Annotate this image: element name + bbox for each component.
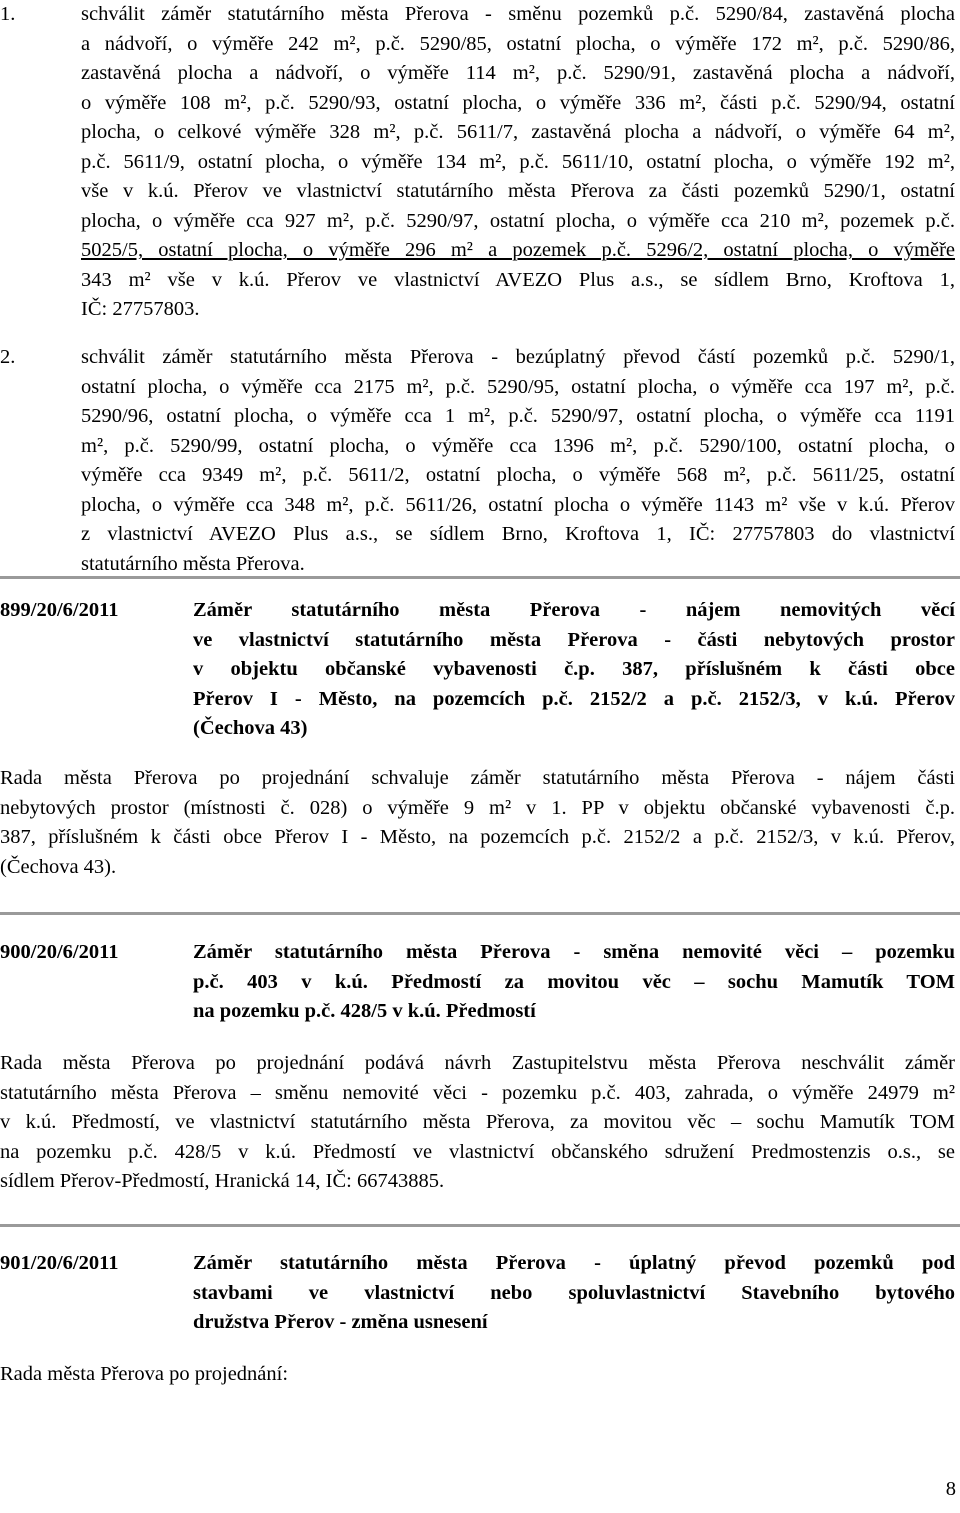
text-line: statutárního města Přerova.	[81, 552, 305, 575]
title-line: (Čechova 43)	[193, 717, 308, 739]
list-item-text	[81, 343, 955, 579]
text-seg: plocha, o výměře cca 927 m², p.č. 5290/97, ostatní plocha, o výměře cca 210 m², pozemek p.č.	[81, 209, 955, 232]
body-line: Rada města Přerova po projednání podává návrh Zastupitelstvu města Přerova neschválit záměr	[0, 1052, 955, 1074]
section-divider	[0, 912, 960, 915]
title-line: ve vlastnictví statutárního města Přerova - části nebytových prostor	[193, 628, 955, 651]
text-line: 5290/96, ostatní plocha, o výměře cca 1 m², p.č. 5290/97, ostatní plocha, o výměře cca 1191	[81, 405, 955, 427]
text-line: plocha, o výměře cca 348 m², p.č. 5611/26, ostatní plocha o výměře 1143 m² vše v k.ú. Přerov	[81, 493, 955, 516]
body-line: v k.ú. Předmostí, ve vlastnictví statutárního města Přerova, za movitou věc – sochu Mamutík TOM	[0, 1111, 955, 1133]
text-line: výměře cca 9349 m², p.č. 5611/2, ostatní plocha, o výměře 568 m², p.č. 5611/25, ostatní	[81, 464, 955, 486]
section-divider	[0, 1224, 960, 1227]
list-item-text	[81, 0, 955, 325]
resolution-title	[193, 938, 955, 1027]
text-line	[81, 59, 955, 89]
text-line	[81, 89, 955, 119]
text-line: m², p.č. 5290/99, ostatní plocha, o výměře cca 1396 m², p.č. 5290/100, ostatní plocha, o	[81, 434, 955, 457]
body-line: Rada města Přerova po projednání:	[0, 1363, 289, 1385]
list-item-number: 1.	[0, 3, 16, 25]
title-line: p.č. 403 v k.ú. Předmostí za movitou věc – sochu Mamutík TOM	[193, 970, 955, 993]
text-line: schválit záměr statutárního města Přerova - bezúplatný převod částí pozemků p.č. 5290/1,	[81, 346, 955, 368]
text-seg: a nádvoří, o výměře 242 m², p.č. 5290/85, ostatní plocha, o výměře 172 m², p.č. 5290/86,	[81, 32, 955, 55]
text-line	[81, 118, 955, 148]
text-seg: plocha, o celkové výměře 328 m², p.č. 5611/7, zastavěná plocha a nádvoří, o výměře 64 m²,	[81, 121, 955, 143]
body-line: (Čechova 43).	[0, 855, 117, 878]
resolution-title	[193, 1249, 955, 1338]
section-divider	[0, 576, 960, 579]
text-line	[81, 266, 955, 296]
resolution-body	[0, 1049, 955, 1197]
text-line: ostatní plocha, o výměře cca 2175 m², p.č. 5290/95, ostatní plocha, o výměře cca 197 m², p.č.	[81, 375, 955, 398]
text-seg: 5025/5, ostatní plocha, o výměře 296 m² a pozemek p.č. 5296/2, ostatní plocha, o výměře	[81, 239, 955, 261]
text-line: z vlastnictví AVEZO Plus a.s., se sídlem Brno, Kroftova 1, IČ: 27757803 do vlastnictví	[81, 523, 955, 545]
resolution-title	[193, 596, 955, 744]
title-line: Záměr statutárního města Přerova - nájem nemovitých věcí	[193, 599, 955, 621]
resolution-id: 901/20/6/2011	[0, 1252, 119, 1274]
body-line: Rada města Přerova po projednání schvaluje záměr statutárního města Přerova - nájem části	[0, 767, 955, 789]
title-line: stavbami ve vlastnictví nebo spoluvlastnictví Stavebního bytového	[193, 1281, 955, 1304]
resolution-body	[0, 764, 955, 882]
body-line: statutárního města Přerova – směnu nemovité věci - pozemku p.č. 403, zahrada, o výměře 24979 m²	[0, 1081, 955, 1104]
resolution-id: 900/20/6/2011	[0, 941, 119, 963]
text-line	[81, 207, 955, 237]
title-line: v objektu občanské vybavenosti č.p. 387, příslušném k části obce	[193, 658, 955, 680]
title-line: Záměr statutárního města Přerova - směna nemovité věci – pozemku	[193, 941, 955, 963]
resolution-body	[0, 1360, 955, 1390]
title-line: Přerov I - Město, na pozemcích p.č. 2152/2 a p.č. 2152/3, v k.ú. Přerov	[193, 687, 955, 710]
title-line: na pozemku p.č. 428/5 v k.ú. Předmostí	[193, 1000, 536, 1022]
text-line	[81, 236, 955, 266]
page-number: 8	[945, 1478, 956, 1500]
body-line: na pozemku p.č. 428/5 v k.ú. Předmostí ve vlastnictví občanského sdružení Predmostenzis o.s., se	[0, 1140, 955, 1163]
title-line: družstva Přerov - změna usnesení	[193, 1311, 488, 1333]
title-line: Záměr statutárního města Přerova - úplatný převod pozemků pod	[193, 1252, 955, 1274]
text-seg: vše v k.ú. Přerov ve vlastnictví statutárního města Přerova za části pozemků 5290/1, ostatní	[81, 180, 955, 202]
body-line: nebytových prostor (místnosti č. 028) o výměře 9 m² v 1. PP v objektu občanské vybavenosti č.p.	[0, 796, 955, 819]
body-line: 387, příslušném k části obce Přerov I - Město, na pozemcích p.č. 2152/2 a p.č. 2152/3, v k.ú. Přerov,	[0, 826, 955, 848]
text-seg: zastavěná plocha a nádvoří, o výměře 114 m², p.č. 5290/91, zastavěná plocha a nádvoří,	[81, 62, 955, 84]
text-seg: 343 m² vše v k.ú. Přerov ve vlastnictví AVEZO Plus a.s., se sídlem Brno, Kroftova 1,	[81, 268, 955, 291]
resolution-id: 899/20/6/2011	[0, 599, 119, 621]
text-line	[81, 148, 955, 178]
list-item-number: 2.	[0, 346, 16, 368]
text-line	[81, 177, 955, 207]
text-line	[81, 0, 955, 30]
text-seg: IČ: 27757803.	[81, 298, 200, 320]
body-line: sídlem Přerov-Předmostí, Hranická 14, IČ: 66743885.	[0, 1170, 445, 1192]
text-seg: o výměře 108 m², p.č. 5290/93, ostatní plocha, o výměře 336 m², části p.č. 5290/94, ostatní	[81, 91, 955, 114]
text-line	[81, 30, 955, 60]
text-line	[81, 295, 955, 325]
text-seg: schválit záměr statutárního města Přerova - směnu pozemků p.č. 5290/84, zastavěná plocha	[81, 3, 955, 25]
text-seg: p.č. 5611/9, ostatní plocha, o výměře 134 m², p.č. 5611/10, ostatní plocha, o výměře 192 m²,	[81, 150, 955, 173]
